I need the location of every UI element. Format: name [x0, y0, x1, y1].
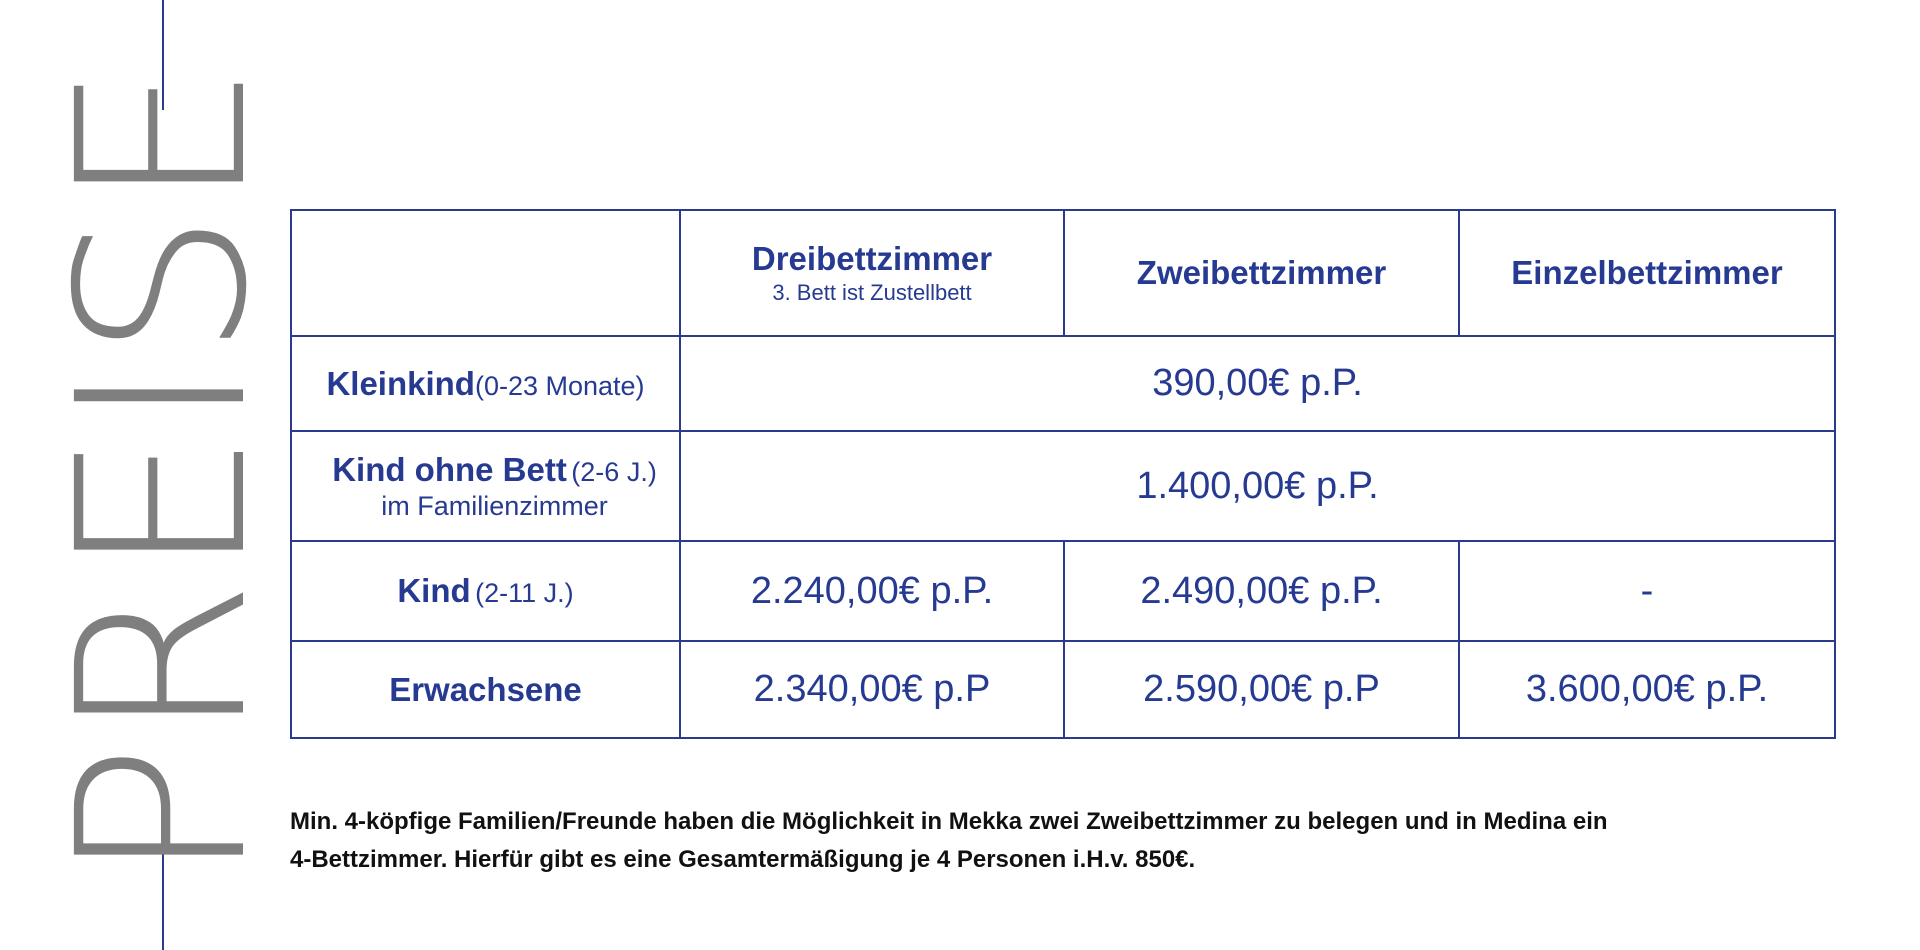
row-label-kind-ohne-bett [291, 431, 680, 541]
footnote [290, 803, 1850, 879]
room-type-subtitle: 3. Bett ist Zustellbett [772, 280, 972, 305]
row-label-line2: im Familienzimmer [381, 490, 608, 521]
price-cell-dreibett: 2.340,00€ p.P [680, 641, 1064, 738]
price-cell-dreibett: 2.240,00€ p.P. [680, 541, 1064, 641]
price-cell-zweibett: 2.590,00€ p.P [1064, 641, 1459, 738]
price-cell-einzelbett: - [1459, 541, 1835, 641]
price-cell-einzelbett: 3.600,00€ p.P. [1459, 641, 1835, 738]
room-type-title: Dreibettzimmer [751, 240, 993, 277]
header-einzelbettzimmer [1459, 210, 1835, 336]
table-header-row [291, 210, 1835, 336]
row-label-text: Erwachsene [389, 670, 582, 708]
side-title: PREISE [28, 61, 298, 883]
header-empty-cell [291, 210, 680, 336]
row-label-erwachsene [291, 641, 680, 738]
price-table [290, 209, 1836, 739]
room-type-title: Einzelbettzimmer [1511, 254, 1783, 291]
header-zweibettzimmer [1064, 210, 1459, 336]
row-label-text: Kind [397, 572, 471, 609]
row-label-note: (2-6 J.) [571, 456, 657, 487]
footnote-line-1: Min. 4-köpfige Familien/Freunde haben die Möglichkeit in Mekka zwei Zweibettzimmer zu belegen und in Medina ein [290, 808, 1608, 835]
table-row [291, 641, 1835, 738]
footnote-line-2: 4-Bettzimmer. Hierfür gibt es eine Gesamtermäßigung je 4 Personen i.H.v. 850€. [290, 846, 1196, 873]
price-cell-all: 1.400,00€ p.P. [680, 431, 1835, 541]
row-label-note: (0-23 Monate) [474, 370, 645, 401]
row-label-note: (2-11 J.) [475, 578, 574, 608]
room-type-title: Zweibettzimmer [1136, 254, 1387, 291]
table-row [291, 541, 1835, 641]
row-label-text: Kleinkind [326, 364, 475, 402]
table-row [291, 431, 1835, 541]
header-dreibettzimmer [680, 210, 1064, 336]
row-label-kind [291, 541, 680, 641]
row-label-text: Kind ohne Bett [332, 450, 567, 488]
price-cell-all: 390,00€ p.P. [680, 336, 1835, 431]
price-cell-zweibett: 2.490,00€ p.P. [1064, 541, 1459, 641]
row-label-kleinkind [291, 336, 680, 431]
table-row [291, 336, 1835, 431]
